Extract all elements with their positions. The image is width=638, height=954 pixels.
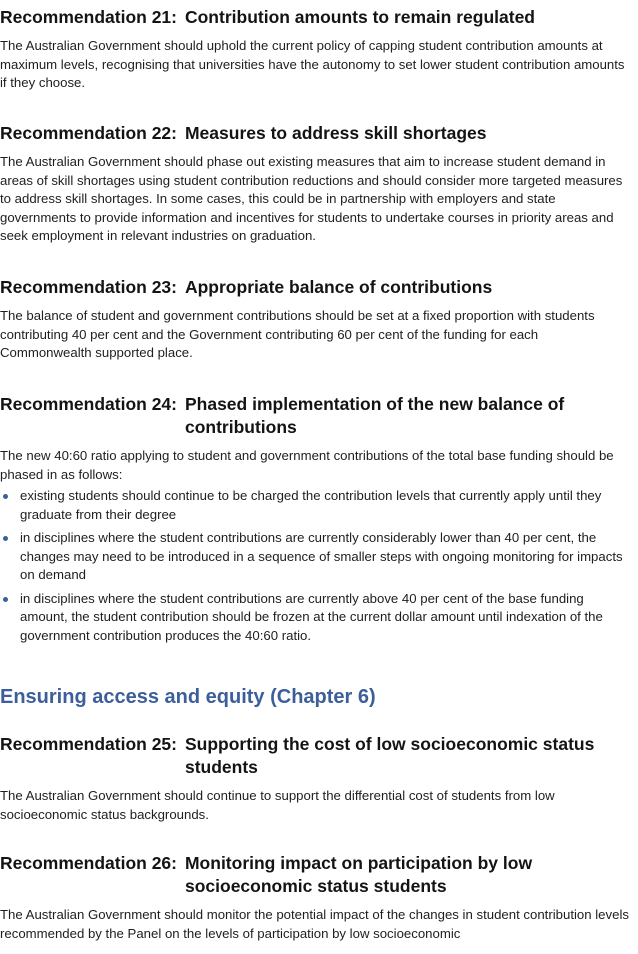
list-item [0,529,632,585]
recommendation-26 [0,852,632,943]
recommendation-heading [0,733,632,779]
list-item-text: in disciplines where the student contributions are currently considerably lower than 40 per cent, the changes may need to be introduced in a sequence of smaller steps with ongoing monitoring for impacts on demand [20,530,623,582]
recommendation-title: Supporting the cost of low socioeconomic status students [184,734,595,777]
recommendation-text: The new 40:60 ratio applying to student and government contributions of the total base funding should be phased in as follows: [0,448,614,482]
recommendation-number: Recommendation 22: [0,123,177,143]
recommendation-heading [0,122,632,145]
recommendation-text: The Australian Government should monitor the potential impact of the changes in student contribution levels recommended by the Panel on the levels of participation by low socioeconomic [0,907,629,941]
recommendation-23 [0,276,632,363]
recommendation-number: Recommendation 23: [0,277,177,297]
recommendation-25 [0,733,632,824]
recommendation-21 [0,6,632,93]
bullet-list [0,487,632,645]
list-item-text: existing students should continue to be charged the contribution levels that currently apply until they graduate from their degree [20,488,602,522]
recommendation-text: The Australian Government should uphold the current policy of capping student contribution amounts at maximum levels, recognising that universities have the autonomy to set lower student contribution amounts if they choose. [0,38,625,90]
list-item [0,590,632,646]
bullet-icon [3,536,8,541]
recommendation-heading [0,6,632,29]
recommendation-number: Recommendation 25: [0,734,177,754]
list-item-text: in disciplines where the student contributions are currently above 40 per cent of the base funding amount, the student contribution should be frozen at the current dollar amount until indexation of the government contribution produces the 40:60 ratio. [20,590,603,643]
recommendation-heading [0,276,632,299]
list-item [0,487,632,524]
recommendation-title: Monitoring impact on participation by low socioeconomic status students [184,853,533,896]
recommendation-heading [0,852,632,898]
recommendation-text: The Australian Government should phase out existing measures that aim to increase student demand in areas of skill shortages using student contribution reductions and should consider more targeted measures to address skill shortages. In some cases, this could be in partnership with employers and state governments to provide information and incentives for students to undertake courses in priority areas and seek employment in relevant industries on graduation. [0,154,623,243]
bullet-icon [3,597,8,602]
bullet-icon [3,494,8,499]
recommendation-title: Phased implementation of the new balance of contributions [184,394,565,437]
recommendation-number: Recommendation 24: [0,394,177,414]
recommendation-24 [0,393,632,650]
recommendation-22 [0,122,632,246]
section-heading: Ensuring access and equity (Chapter 6) [0,686,376,708]
recommendation-text: The Australian Government should continue to support the differential cost of students from low socioeconomic status backgrounds. [0,788,555,822]
recommendation-title: Appropriate balance of contributions [184,277,493,297]
recommendation-number: Recommendation 26: [0,853,177,873]
recommendation-number: Recommendation 21: [0,7,177,27]
recommendation-text: The balance of student and government contributions should be set at a fixed proportion with students contributing 40 per cent and the Government contributing 60 per cent of the funding for each Commonwealth supported place. [0,308,595,360]
recommendation-title: Measures to address skill shortages [184,123,487,143]
recommendation-title: Contribution amounts to remain regulated [184,7,535,27]
recommendation-heading [0,393,632,439]
